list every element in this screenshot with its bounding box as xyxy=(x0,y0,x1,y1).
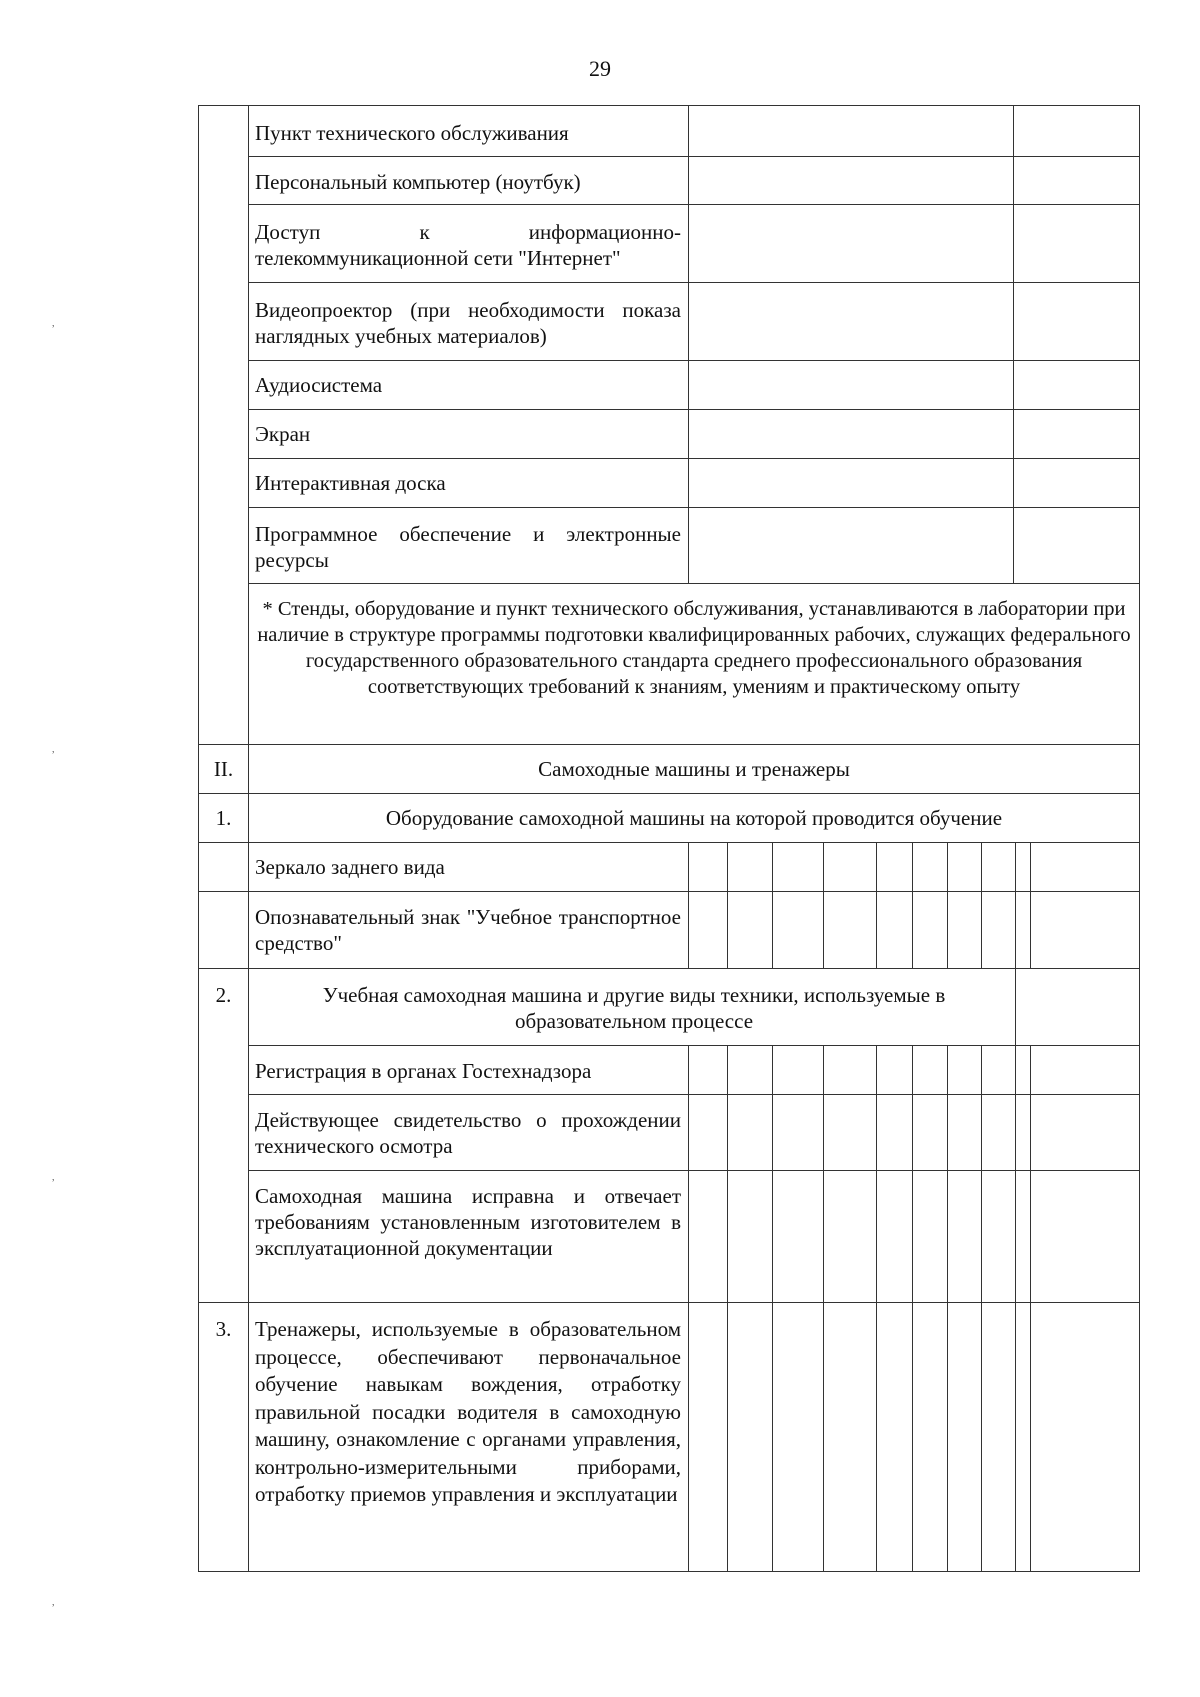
equipment-item: Персональный компьютер (ноутбук) xyxy=(255,170,581,194)
row-divider xyxy=(248,282,1139,283)
row-divider xyxy=(198,744,1139,745)
equipment-item: Регистрация в органах Гостехнадзора xyxy=(255,1059,592,1083)
equipment-item: Аудиосистема xyxy=(255,373,383,397)
column-divider xyxy=(1015,842,1016,969)
column-divider xyxy=(772,842,773,969)
column-divider xyxy=(981,1045,982,1572)
table-border-left xyxy=(198,105,199,1572)
equipment-item: Интерактивная доска xyxy=(255,471,446,495)
margin-mark: , xyxy=(52,1597,55,1608)
row-divider xyxy=(198,1302,1139,1303)
row-divider xyxy=(198,968,1139,969)
column-divider xyxy=(1030,1045,1031,1572)
column-divider xyxy=(876,842,877,969)
footnote: * Стенды, оборудование и пункт технического обслуживания, устанавливаются в лаборатории при наличие в структуре программы подготовки квалифицированных рабочих, служащих федерального государственного образовательного стандарта среднего профессионального образования соответствующих требований к знаниям, умениям и практическому опыту xyxy=(257,598,1131,698)
number-column-divider xyxy=(248,105,249,1572)
column-divider xyxy=(1015,968,1016,1046)
table-border-top xyxy=(198,105,1139,106)
column-divider xyxy=(1015,1045,1016,1572)
column-divider xyxy=(727,1045,728,1572)
row-divider xyxy=(248,409,1139,410)
equipment-item: Зеркало заднего вида xyxy=(255,855,445,879)
equipment-item: Действующее свидетельство о прохождении технического осмотра xyxy=(255,1108,681,1158)
column-divider xyxy=(688,842,689,969)
row-divider xyxy=(248,458,1139,459)
column-divider xyxy=(947,842,948,969)
item-number: 1. xyxy=(215,806,232,830)
item-number: 3. xyxy=(215,1317,232,1341)
column-divider xyxy=(823,842,824,969)
row-divider xyxy=(248,156,1139,157)
row-divider xyxy=(248,507,1139,508)
section-title: Самоходные машины и тренажеры xyxy=(538,757,850,781)
equipment-item: Опознавательный знак "Учебное транспортное средство" xyxy=(255,905,681,955)
column-divider xyxy=(688,1045,689,1572)
margin-mark: , xyxy=(52,744,55,755)
item-title: Оборудование самоходной машины на которой проводится обучение xyxy=(385,806,1003,830)
margin-mark: , xyxy=(52,318,55,329)
column-divider xyxy=(823,1045,824,1572)
section-number: II. xyxy=(213,757,234,781)
column-divider xyxy=(1013,105,1014,584)
column-divider xyxy=(912,842,913,969)
page-number: 29 xyxy=(589,56,611,81)
row-divider xyxy=(198,793,1139,794)
equipment-item: Программное обеспечение и электронные ресурсы xyxy=(255,522,681,572)
row-divider xyxy=(248,583,1139,584)
item-title: Учебная самоходная машина и другие виды техники, используемые в образовательном процессе xyxy=(322,983,946,1033)
equipment-item: Экран xyxy=(255,422,311,446)
item-description: Тренажеры, используемые в образовательном процессе, обеспечивают первоначальное обучение навыкам вождения, отработку правильной посадки водителя в самоходную машину, ознакомление с органами управления, контрольно-измерительными приборами, отработку приемов управления и эксплуатации xyxy=(255,1317,681,1506)
item-number: 2. xyxy=(215,983,232,1007)
column-divider xyxy=(1030,842,1031,969)
equipment-item: Доступ к информационно-телекоммуникационной сети "Интернет" xyxy=(255,220,681,270)
row-divider xyxy=(248,360,1139,361)
row-divider xyxy=(248,1170,1139,1171)
column-divider xyxy=(772,1045,773,1572)
column-divider xyxy=(947,1045,948,1572)
table-border-right xyxy=(1139,105,1140,1572)
row-divider xyxy=(198,891,1139,892)
equipment-item: Видеопроектор (при необходимости показа наглядных учебных материалов) xyxy=(255,298,681,348)
column-divider xyxy=(688,105,689,584)
column-divider xyxy=(912,1045,913,1572)
column-divider xyxy=(876,1045,877,1572)
column-divider xyxy=(981,842,982,969)
row-divider xyxy=(248,204,1139,205)
margin-mark: , xyxy=(52,1172,55,1183)
row-divider xyxy=(248,1045,1139,1046)
row-divider xyxy=(198,842,1139,843)
row-divider xyxy=(248,1094,1139,1095)
column-divider xyxy=(727,842,728,969)
table-border-bottom xyxy=(198,1571,1139,1572)
equipment-item: Пункт технического обслуживания xyxy=(255,121,569,145)
equipment-item: Самоходная машина исправна и отвечает требованиям установленным изготовителем в эксплуатационной документации xyxy=(255,1184,681,1260)
